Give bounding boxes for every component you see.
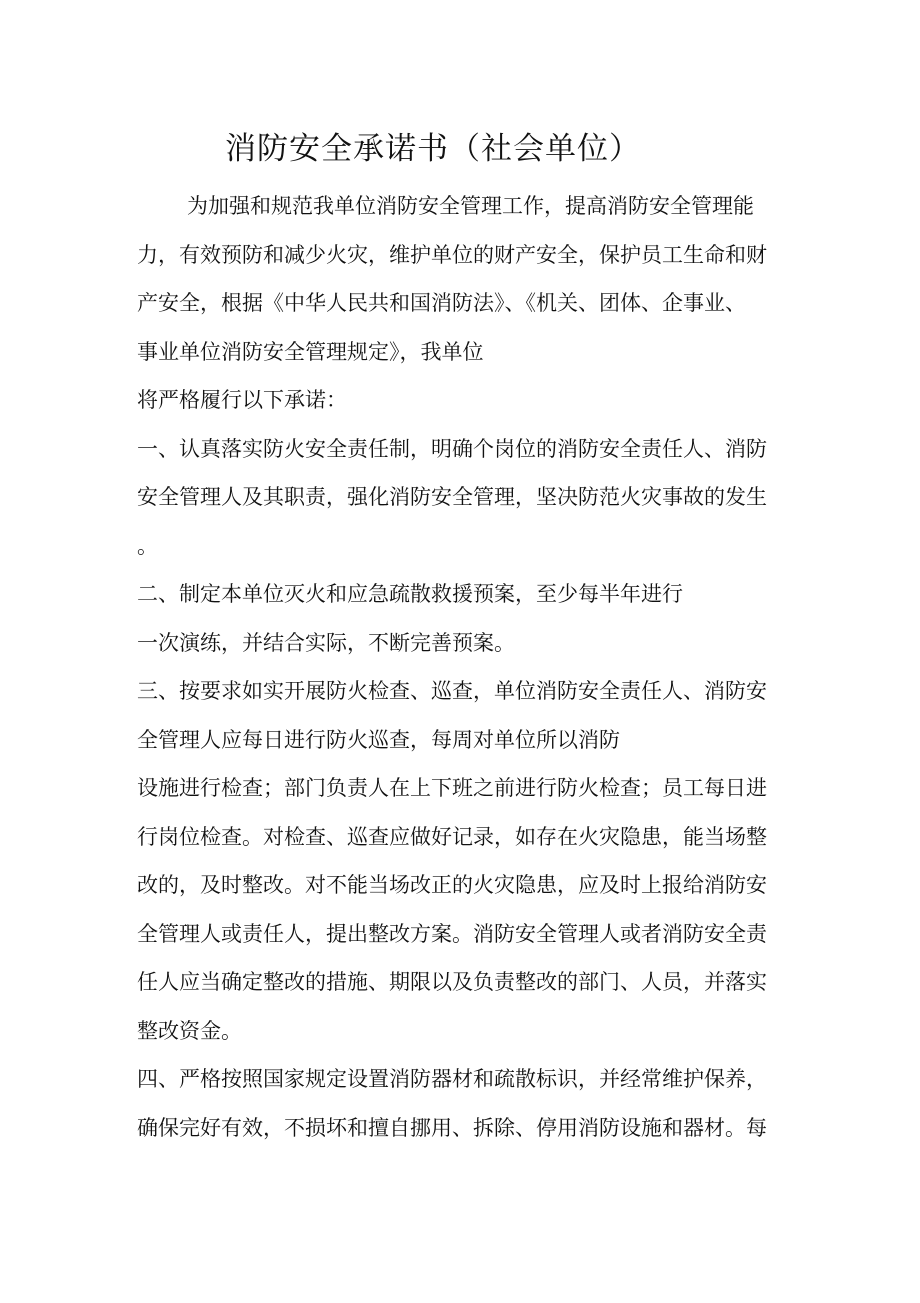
- paragraph-line: 安全管理人及其职责，强化消防安全管理，坚决防范火灾事故的发生: [137, 485, 767, 509]
- paragraph-line: 行岗位检查。对检查、巡查应做好记录，如存在火灾隐患，能当场整: [137, 824, 767, 849]
- paragraph-line: 全管理人应每日进行防火巡查，每周对单位所以消防: [137, 727, 620, 752]
- document-body: [137, 182, 797, 1152]
- paragraph-line: 四、严格按照国家规定设置消防器材和疏散标识，并经常维护保养，: [137, 1067, 767, 1091]
- paragraph-line: 产安全，根据《中华人民共和国消防法》、《机关、团体、企事业、: [137, 291, 746, 315]
- paragraph-line: 全管理人或责任人，提出整改方案。消防安全管理人或者消防安全责: [137, 921, 767, 946]
- paragraph-line: 改的，及时整改。对不能当场改正的火灾隐患，应及时上报给消防安: [137, 873, 767, 897]
- paragraph-line: 为加强和规范我单位消防安全管理工作，提高消防安全管理能: [187, 194, 754, 218]
- paragraph-line: 二、制定本单位灭火和应急疏散救援预案，至少每半年进行: [137, 582, 683, 606]
- paragraph-line: 事业单位消防安全管理规定》，我单位: [137, 339, 484, 364]
- paragraph-line: 一次演练，并结合实际，不断完善预案。: [137, 630, 515, 655]
- document-title: 消防安全承诺书（社会单位）: [225, 131, 641, 167]
- paragraph-line: 力，有效预防和减少火灾，维护单位的财产安全，保护员工生命和财: [137, 242, 767, 267]
- paragraph-line: 。: [137, 533, 158, 558]
- paragraph-line: 整改资金。: [137, 1018, 242, 1043]
- paragraph-line: 确保完好有效，不损坏和擅自挪用、拆除、停用消防设施和器材。每: [137, 1115, 767, 1140]
- paragraph-line: 一、认真落实防火安全责任制，明确个岗位的消防安全责任人、消防: [137, 436, 767, 461]
- paragraph-line: 将严格履行以下承诺：: [137, 388, 347, 412]
- paragraph-line: 三、按要求如实开展防火检查、巡查，单位消防安全责任人、消防安: [137, 679, 767, 703]
- paragraph-line: 任人应当确定整改的措施、期限以及负责整改的部门、人员，并落实: [137, 970, 767, 994]
- paragraph-line: 设施进行检查；部门负责人在上下班之前进行防火检查；员工每日进: [137, 776, 767, 800]
